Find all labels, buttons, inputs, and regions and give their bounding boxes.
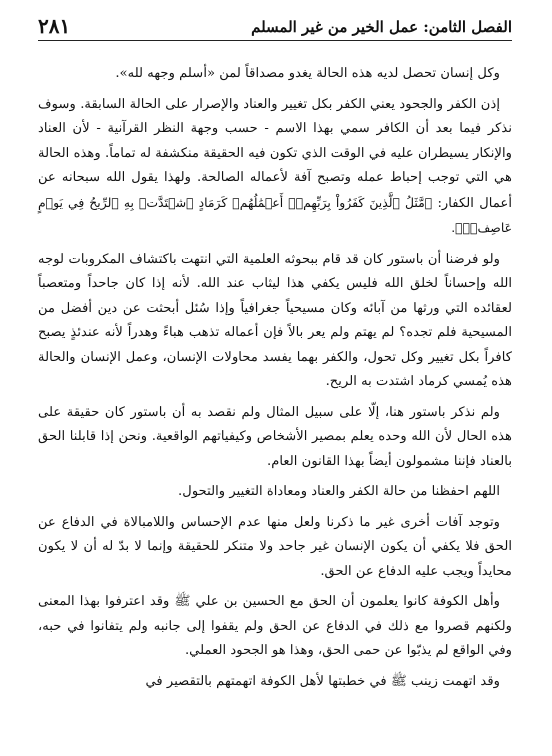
paragraph-4: ولم نذكر باستور هنا، إلّا على سبيل المثال ولم نقصد به أن باستور كان حقيقة على هذه الحال لأن الله وحده يعلم بمصير الأشخاص وكيفياتهم الواقعية. ونحن إذا قابلنا الحق بالعناد فإننا مشمولون أيضاً بهذا القانون العام. [38,404,512,469]
paragraph-2 [38,93,512,242]
quran-verse: ﴿مَّثَلُ ٱلَّذِينَ كَفَرُواْ بِرَبِّهِمۡۖ أَعۡمَٰلُهُمۡ كَرَمَادٍ ٱشۡتَدَّتۡ بِهِ ٱلرِّيحُ فِي يَوۡمٍ عَاصِفٖۖ﴾. [38,194,512,235]
chapter-title: الفصل الثامن: عمل الخير من غير المسلم [251,18,512,36]
paragraph-1: وكل إنسان تحصل لديه هذه الحالة يغدو مصداقاً لمن «أسلم وجهه لله». [115,66,500,81]
paragraph-6: وتوجد آفات أخرى غير ما ذكرنا ولعل منها عدم الإحساس واللامبالاة في الدفاع عن الحق فلا يكفي أن يكون الإنسان غير جاحد ولا متنكر للحقيقة وإنما لا بدّ له أن لا يكون محايداً ويجب عليه الدفاع عن الحق. [38,514,512,579]
page-header [38,6,512,41]
page-body [38,62,512,700]
page-number: ٢٨١ [38,14,71,38]
paragraph-7: وأهل الكوفة كانوا يعلمون أن الحق مع الحسين بن علي ﷺ وقد اعترفوا بهذا المعنى ولكنهم قصروا مع ذلك في الدفاع عن الحق ولم يقفوا إلى جانبه ولم يتفانوا في حبه، وفي الواقع لم يذبّوا عن حمى الحق، وهذا هو الجحود العملي. [38,594,512,658]
paragraph-8: وقد اتهمت زينب ﷺ في خطبتها لأهل الكوفة اتهمتهم بالتقصير في [145,673,500,689]
paragraph-5: اللهم احفظنا من حالة الكفر والعناد ومعاداة التغيير والتحول. [178,484,500,499]
paragraph-2-text: إذن الكفر والجحود يعني الكفر بكل تغيير والعناد والإصرار على الحالة السابقة. وسوف نذكر فيما بعد أن الكافر سمي بهذا الاسم - حسب وجهة النظر القرآنية - لأن العناد والإنكار يسيطران عليه في الوقت الذي تكون فيه الحقيقة منكشفة له تماماً. وهذه الحالة هي التي توجب إحباط عمله وتصبح آفة لأعماله الصالحة. ولهذا يقول الله سبحانه عن أعمال الكفار: [38,96,512,211]
paragraph-3: ولو فرضنا أن باستور كان قد قام ببحوثه العلمية التي انتهت باكتشاف المكروبات لوجه الله وإحساناً لخلق الله فليس يكفي هذا ليثاب عند الله. لأنه إذا كان جاحداً ومتعصباً لعقائده التي ورثها من آبائه وكان مسيحياً جغرافياً وإذا سُئل أبحثت عن دين أفضل من المسيحية فلم تجده؟ لم يهتم ولم يعر بالاً فإن أعماله تذهب هباءً وهدراً لأنه عندئذٍ يصبح كافراً بكل تغيير وكل تحول، والكفر بهما يفسد محاولات الإنسان، وعمل الإنسان والحالة هذه يُمسي كرماد اشتدت به الريح. [38,251,512,389]
